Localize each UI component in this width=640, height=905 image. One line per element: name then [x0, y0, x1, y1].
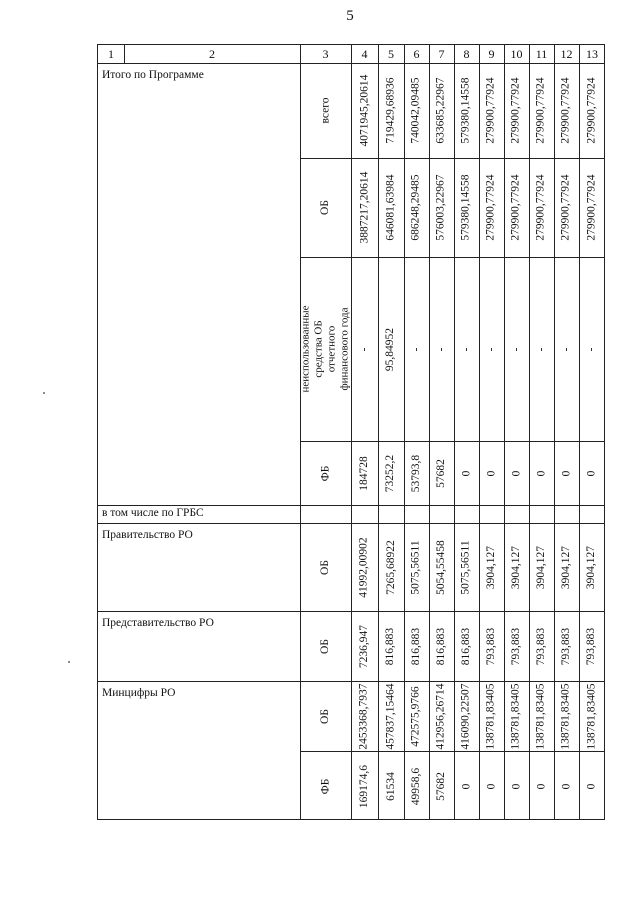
government-value — [504, 523, 529, 611]
total-row-value-text: 740042,09485 — [410, 77, 422, 144]
digital-row-value-text: 138781,83405 — [560, 682, 572, 750]
total-row-value-text: 719429,68936 — [384, 77, 397, 144]
digital-row-type — [300, 751, 351, 821]
government-value-text: 5075,56511 — [410, 539, 423, 595]
representation-value-text: 816,883 — [410, 627, 422, 665]
representation-value — [554, 611, 579, 681]
total-row-value-text: 0 — [585, 470, 598, 476]
total-row-value-text: 279900,77924 — [585, 174, 598, 241]
total-row-value-text: 579380,14558 — [460, 174, 472, 241]
government-value — [579, 523, 605, 611]
total-row-value-text: - — [560, 347, 572, 351]
total-row-value-text: 646081,63984 — [384, 174, 397, 241]
total-row-value-text: - — [358, 347, 370, 351]
government-type-text: ОБ — [318, 559, 331, 575]
page-number: 5 — [346, 8, 354, 24]
total-row-value-text: - — [410, 347, 422, 351]
total-row-value — [351, 63, 378, 158]
representation-value-text: 793,883 — [485, 627, 497, 665]
digital-row-value — [454, 751, 479, 821]
header-col-4: 4 — [361, 46, 368, 61]
total-row-value-text: 279900,77924 — [510, 174, 522, 241]
government-value-text: 3904,127 — [535, 545, 547, 589]
digital-row-value-text: 169174,6 — [358, 764, 370, 808]
government-value-text: 3904,127 — [510, 545, 522, 589]
total-row-value — [351, 257, 378, 441]
digital-row-value-text: 2453368,7937 — [358, 682, 370, 750]
total-row-value-text: 279900,77924 — [535, 174, 547, 241]
header-col-5: 5 — [388, 46, 394, 61]
total-row-value — [554, 441, 579, 505]
total-row-type — [300, 257, 351, 441]
total-row-value — [479, 257, 504, 441]
total-row-value — [479, 158, 504, 257]
representation-value — [504, 611, 529, 681]
total-row-value — [404, 257, 429, 441]
total-row-value-text: - — [585, 347, 598, 351]
representation-value-text: 793,883 — [510, 627, 522, 665]
total-row-value — [378, 257, 404, 441]
total-row-value-text: 3887217,20614 — [358, 171, 370, 244]
total-row-value — [529, 63, 554, 158]
government-type — [300, 523, 351, 611]
total-row-value — [404, 158, 429, 257]
government-value — [404, 523, 429, 611]
section-label-digital: Минцифры РО — [102, 687, 176, 699]
total-row-value — [579, 441, 605, 505]
representation-value — [454, 611, 479, 681]
digital-row-value — [351, 751, 378, 821]
digital-row-value — [479, 751, 504, 821]
header-col-3: 3 — [322, 46, 329, 61]
total-row-value-text: 279900,77924 — [485, 77, 497, 144]
government-value — [351, 523, 378, 611]
representation-value — [479, 611, 504, 681]
digital-row-value-text: 57682 — [435, 771, 447, 801]
total-row-value-text: 279900,77924 — [585, 77, 598, 144]
total-row-type-text: ФБ — [318, 465, 331, 481]
digital-row-value-text: 0 — [510, 783, 522, 789]
total-row-value — [429, 441, 454, 505]
total-row-value — [429, 257, 454, 441]
representation-type — [300, 611, 351, 681]
total-row-value-text: 0 — [460, 470, 472, 476]
total-row-value — [554, 158, 579, 257]
total-row-value — [504, 441, 529, 505]
digital-row-value — [554, 681, 579, 751]
total-row-value — [378, 63, 404, 158]
total-row-value — [454, 441, 479, 505]
representation-value-text: 7236,947 — [358, 624, 370, 668]
digital-row-value — [429, 751, 454, 821]
government-value-text: 41992,00902 — [358, 536, 370, 598]
digital-row-value-text: 0 — [460, 783, 472, 789]
digital-row-value-text: 138781,83405 — [485, 682, 497, 750]
total-row-value-text: 279900,77924 — [485, 174, 497, 241]
total-row-value — [579, 257, 605, 441]
government-value-text: 7265,68922 — [384, 539, 397, 595]
total-row-value — [479, 63, 504, 158]
total-row-value — [454, 257, 479, 441]
total-row-value-text: 279900,77924 — [535, 77, 547, 144]
total-row-value — [554, 257, 579, 441]
digital-row-value — [529, 751, 554, 821]
representation-type-text: ОБ — [318, 638, 331, 654]
digital-row-type-text: ОБ — [318, 708, 331, 724]
section-label-total: Итого по Программе — [102, 69, 204, 81]
government-value-text: 3904,127 — [485, 545, 497, 589]
total-row-value-text: 0 — [485, 470, 497, 476]
government-value — [454, 523, 479, 611]
government-value — [378, 523, 404, 611]
total-row-value — [504, 158, 529, 257]
total-row-value-text: 633685,22967 — [435, 77, 447, 144]
total-row-value-text: 0 — [510, 470, 522, 476]
representation-value-text: 816,883 — [460, 627, 472, 665]
digital-row-value-text: 138781,83405 — [510, 682, 522, 750]
total-row-value — [351, 158, 378, 257]
total-row-value-text: 53793,8 — [410, 454, 422, 492]
digital-row-value-text: 412956,26714 — [435, 682, 447, 750]
total-row-value-text: 279900,77924 — [560, 174, 572, 241]
digital-row-type — [300, 681, 351, 751]
digital-row-type-text: ФБ — [318, 778, 331, 794]
total-row-value-text: 0 — [560, 470, 572, 476]
digital-row-value — [504, 751, 529, 821]
digital-row-value — [504, 681, 529, 751]
total-row-value — [579, 158, 605, 257]
representation-value — [429, 611, 454, 681]
government-value — [554, 523, 579, 611]
section-label-grbs: в том числе по ГРБС — [102, 507, 204, 519]
government-value — [479, 523, 504, 611]
representation-value-text: 793,883 — [560, 627, 572, 665]
total-row-value — [479, 441, 504, 505]
digital-row-value — [579, 751, 605, 821]
government-value-text: 3904,127 — [585, 545, 598, 589]
digital-row-value — [404, 751, 429, 821]
total-row-value-text: 73252,2 — [384, 454, 397, 492]
section-label-government: Правительство РО — [102, 529, 193, 541]
total-row-type — [300, 158, 351, 257]
total-row-value-text: - — [510, 347, 522, 351]
total-row-value-text: 0 — [535, 470, 547, 476]
government-value — [429, 523, 454, 611]
government-value-text: 5054,55458 — [435, 539, 447, 595]
digital-row-value — [479, 681, 504, 751]
header-col-6: 6 — [413, 46, 420, 61]
total-row-value — [554, 63, 579, 158]
total-row-value-text: - — [535, 347, 547, 351]
header-col-7: 7 — [438, 46, 445, 61]
government-value-text: 5075,56511 — [460, 539, 473, 595]
total-row-value-text: - — [460, 347, 472, 351]
total-row-value — [404, 441, 429, 505]
total-row-type — [300, 63, 351, 158]
header-col-11: 11 — [535, 46, 548, 61]
digital-row-value — [454, 681, 479, 751]
digital-row-value — [429, 681, 454, 751]
total-row-value — [404, 63, 429, 158]
digital-row-value-text: 0 — [535, 783, 547, 789]
digital-row-value-text: 416090,22507 — [460, 682, 472, 750]
total-row-value-text: - — [485, 347, 497, 351]
government-value-text: 3904,127 — [560, 545, 572, 589]
representation-value — [378, 611, 404, 681]
total-row-value-text: 184728 — [358, 455, 370, 491]
budget-table — [97, 44, 605, 820]
header-col-13: 13 — [586, 46, 598, 61]
header-col-8: 8 — [463, 46, 470, 61]
total-row-value — [529, 257, 554, 441]
total-row-value — [454, 158, 479, 257]
digital-row-value — [529, 681, 554, 751]
representation-value-text: 816,883 — [435, 627, 447, 665]
total-row-value-text: 686248,29485 — [410, 174, 422, 241]
digital-row-value — [378, 681, 404, 751]
government-value — [529, 523, 554, 611]
digital-row-value-text: 472575,9766 — [410, 685, 422, 747]
total-row-value-text: - — [435, 347, 447, 351]
digital-row-value-text: 0 — [585, 783, 598, 789]
digital-row-value — [579, 681, 605, 751]
digital-row-value-text: 0 — [485, 783, 497, 789]
header-col-10: 10 — [510, 46, 523, 61]
total-row-value-text: 57682 — [435, 458, 447, 488]
total-row-value — [529, 158, 554, 257]
representation-value-text: 816,883 — [384, 627, 397, 665]
header-col-9: 9 — [488, 46, 495, 61]
total-row-type-text: всего — [319, 97, 331, 124]
total-row-type-text: ОБ — [318, 200, 331, 215]
representation-value — [579, 611, 605, 681]
total-row-value — [504, 63, 529, 158]
digital-row-value-text: 138781,83405 — [585, 682, 598, 750]
representation-value-text: 793,883 — [585, 627, 598, 665]
representation-value — [529, 611, 554, 681]
total-row-value — [579, 63, 605, 158]
digital-row-value — [378, 751, 404, 821]
scan-speck — [68, 661, 70, 663]
header-col-2: 2 — [209, 46, 215, 61]
representation-value-text: 793,883 — [535, 627, 547, 665]
digital-row-value — [404, 681, 429, 751]
total-row-value-text: 279900,77924 — [510, 77, 522, 144]
digital-row-value-text: 138781,83405 — [535, 682, 547, 750]
total-row-type-text: неиспользованные средства ОБ отчетного финансового года — [299, 305, 351, 393]
digital-row-value-text: 457837,15464 — [384, 682, 397, 750]
total-row-value-text: 579380,14558 — [460, 77, 472, 144]
digital-row-value-text: 61534 — [384, 771, 397, 801]
total-row-value-text: 576003,22967 — [435, 174, 447, 241]
total-row-value-text: 95,84952 — [384, 327, 397, 371]
total-row-value — [378, 158, 404, 257]
header-col-12: 12 — [560, 46, 573, 61]
section-label-representation: Представительство РО — [102, 617, 214, 629]
header-col-1: 1 — [108, 46, 114, 61]
total-row-value — [429, 63, 454, 158]
total-row-value-text: 279900,77924 — [560, 77, 572, 144]
total-row-type — [300, 441, 351, 505]
representation-value — [351, 611, 378, 681]
digital-row-value — [554, 751, 579, 821]
total-row-value — [378, 441, 404, 505]
total-row-value — [429, 158, 454, 257]
digital-row-value-text: 49958,6 — [410, 767, 422, 805]
total-row-value — [529, 441, 554, 505]
scan-speck — [43, 392, 45, 394]
representation-value — [404, 611, 429, 681]
row-sep — [98, 505, 604, 506]
total-row-value — [504, 257, 529, 441]
total-row-value — [454, 63, 479, 158]
total-row-value-text: 4071945,20614 — [358, 74, 370, 147]
digital-row-value — [351, 681, 378, 751]
digital-row-value-text: 0 — [560, 783, 572, 789]
total-row-value — [351, 441, 378, 505]
